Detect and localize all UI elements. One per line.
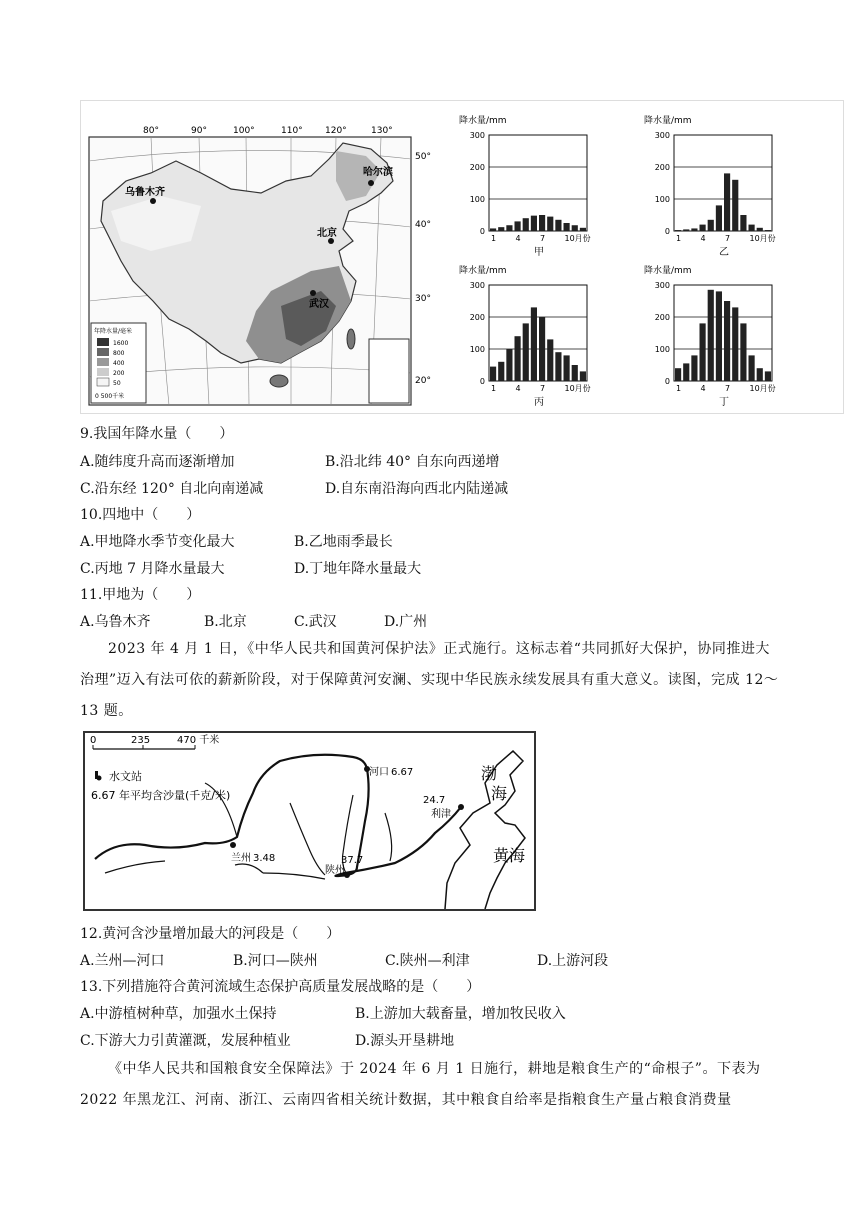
chart-ding-ytick: 300 — [654, 281, 670, 290]
q12-option-c[interactable]: C.陕州—利津 — [385, 953, 470, 969]
chart-jia-xtick: 4 — [515, 234, 521, 243]
q9-option-c[interactable]: C.沿东经 120° 自北向南递减 — [80, 481, 264, 497]
chart-jia-bar — [506, 225, 512, 231]
q11-stem: 11.甲地为（ ） — [80, 587, 201, 603]
yellow-river-figure — [83, 731, 536, 911]
station-labels — [231, 766, 451, 876]
q9-option-a[interactable]: A.随纬度升高而逐渐增加 — [80, 454, 235, 470]
chart-ding-ylabel: 降水量/mm — [644, 266, 692, 276]
q13-stem: 13.下列措施符合黄河流域生态保护高质量发展战略的是（ ） — [80, 979, 481, 995]
chart-ding-bar — [757, 368, 763, 381]
station-lijin-value: 24.7 — [423, 795, 446, 806]
chart-yi-ylabel: 降水量/mm — [644, 116, 692, 126]
scale-0: 0 — [90, 735, 97, 746]
chart-bing-xtick: 1 — [491, 384, 497, 393]
chart-yi-ytick: 300 — [654, 131, 670, 140]
chart-bing-xtick: 10月份 — [564, 384, 591, 393]
lon-120: 120° — [325, 126, 347, 136]
legend-label-2: 800 — [113, 350, 125, 357]
chart-jia-bar — [547, 217, 553, 231]
lat-40: 40° — [415, 220, 431, 230]
chart-yi-bar — [765, 230, 771, 231]
map-legend-title: 年降水量/毫米 — [94, 328, 133, 335]
chart-jia-bar — [580, 228, 586, 231]
chart-ding-bar — [716, 291, 722, 381]
harbin-dot — [368, 180, 374, 186]
chart-jia-bar — [539, 215, 545, 231]
legend-swatch-4 — [97, 368, 109, 376]
chart-bing-bar — [523, 323, 529, 381]
chart-bing-bar — [580, 371, 586, 381]
lat-20: 20° — [415, 376, 431, 386]
lon-130: 130° — [371, 126, 393, 136]
chart-jia-bar — [498, 227, 504, 231]
q13-option-b[interactable]: B.上游加大载畜量，增加牧民收入 — [355, 1006, 566, 1022]
q11-option-a[interactable]: A.乌鲁木齐 — [80, 614, 151, 630]
q10-stem: 10.四地中（ ） — [80, 507, 201, 523]
chart-jia-bar — [531, 216, 537, 231]
chart-bing-bar — [547, 339, 553, 381]
chart-jia-xtick: 1 — [491, 234, 497, 243]
chart-yi-bar — [675, 230, 681, 231]
q10-option-d[interactable]: D.丁地年降水量最大 — [294, 561, 422, 577]
chart-yi-bar — [683, 229, 689, 231]
longitude-labels — [143, 126, 393, 136]
station-hekou-value: 6.67 — [391, 767, 414, 778]
chart-yi-ytick: 200 — [654, 163, 670, 172]
chart-bing-ytick: 100 — [469, 345, 485, 354]
q11-option-c[interactable]: C.武汉 — [294, 614, 337, 630]
precipitation-figure-svg — [81, 101, 843, 413]
chart-jia-ytick: 200 — [469, 163, 485, 172]
city-beijing: 北京 — [317, 228, 337, 239]
chart-bing-ytick: 200 — [469, 313, 485, 322]
precipitation-charts — [459, 114, 776, 408]
chart-ding-bar — [700, 323, 706, 381]
sea-labels — [481, 764, 525, 865]
chart-jia-ytick: 0 — [479, 227, 485, 236]
chart-jia-xtick: 7 — [540, 234, 546, 243]
scale-bar — [90, 733, 219, 749]
chart-ding-name: 丁 — [719, 397, 729, 408]
scale-235: 235 — [131, 735, 151, 746]
chart-bing-bar — [572, 365, 578, 381]
chart-bing-bar — [498, 362, 504, 381]
q12-option-b[interactable]: B.河口—陕州 — [233, 953, 318, 969]
south-china-sea-inset — [369, 339, 409, 403]
chart-ding-xtick: 1 — [676, 384, 682, 393]
q12-option-d[interactable]: D.上游河段 — [537, 953, 609, 969]
legend-label-4: 200 — [113, 370, 125, 377]
station-lanzhou-value: 3.48 — [253, 853, 276, 864]
q13-option-a[interactable]: A.中游植树种草，加强水土保持 — [80, 1006, 277, 1022]
chart-bing-xtick: 7 — [540, 384, 546, 393]
sea-yellow-sea: 黄海 — [493, 846, 526, 865]
chart-jia-frame — [489, 135, 587, 231]
city-harbin: 哈尔滨 — [363, 167, 393, 178]
legend-label-1: 1600 — [113, 340, 129, 347]
chart-yi-name: 乙 — [719, 247, 729, 258]
chart-jia-ytick: 300 — [469, 131, 485, 140]
chart-yi-frame — [674, 135, 772, 231]
chart-ding-ytick: 200 — [654, 313, 670, 322]
chart-jia-bar — [523, 218, 529, 231]
chart-ding-bar — [732, 307, 738, 381]
passage-yellow-river-law: 2023 年 4 月 1 日，《中华人民共和国黄河保护法》正式施行。这标志着“共同抓好大保护，协同推进大治理”迈入有法可依的薪新阶段，对于保障黄河安澜、实现中华民族永续发展具有重大意义。读图，完成 12～13 题。 — [80, 641, 779, 719]
legend-swatch-3 — [97, 358, 109, 366]
chart-ding-bar — [765, 371, 771, 381]
city-urumqi: 乌鲁木齐 — [125, 187, 165, 198]
lon-80: 80° — [143, 126, 159, 136]
chart-yi-bar — [749, 225, 755, 231]
scale-470: 470 千米 — [177, 735, 220, 746]
station-lijin-dot — [458, 804, 464, 810]
hainan-island — [270, 375, 288, 387]
q10-option-a[interactable]: A.甲地降水季节变化最大 — [80, 534, 235, 550]
chart-bing-bar — [490, 367, 496, 381]
latitude-labels — [415, 152, 431, 386]
chart-ding-bar — [691, 355, 697, 381]
legend-swatch-2 — [97, 348, 109, 356]
q12-stem: 12.黄河含沙量增加最大的河段是（ ） — [80, 926, 341, 942]
station-lijin-name: 利津 — [431, 809, 451, 820]
chart-yi-bar — [700, 225, 706, 231]
lon-110: 110° — [281, 126, 303, 136]
legend-label-3: 400 — [113, 360, 125, 367]
chart-yi-ytick: 0 — [664, 227, 670, 236]
chart-bing-ytick: 0 — [479, 377, 485, 386]
q11-option-d[interactable]: D.广州 — [384, 614, 428, 630]
chart-ding-bar — [740, 323, 746, 381]
chart-bing-bar — [531, 307, 537, 381]
map-scale: 0 500千米 — [95, 393, 125, 400]
urumqi-dot — [150, 198, 156, 204]
chart-bing-ytick: 300 — [469, 281, 485, 290]
city-wuhan: 武汉 — [309, 299, 329, 310]
legend-station-label: 水文站 — [109, 770, 142, 783]
chart-jia-bar — [564, 223, 570, 231]
chart-ding-ytick: 0 — [664, 377, 670, 386]
chart-bing-bar — [539, 317, 545, 381]
chart-ding-bar — [675, 368, 681, 381]
chart-ding-xtick: 4 — [700, 384, 706, 393]
chart-yi-xtick: 10月份 — [749, 234, 776, 243]
chart-yi-xtick: 1 — [676, 234, 682, 243]
taiwan-island — [347, 329, 355, 349]
station-shanzhou-value: 37.7 — [341, 855, 364, 866]
chart-jia-bar — [572, 225, 578, 231]
q11-option-b[interactable]: B.北京 — [204, 614, 247, 630]
chart-bing-ylabel: 降水量/mm — [459, 266, 507, 276]
q13-option-c[interactable]: C.下游大力引黄灌溉，发展种植业 — [80, 1033, 291, 1049]
chart-yi-bar — [740, 215, 746, 231]
lon-100: 100° — [233, 126, 255, 136]
q9-stem: 9.我国年降水量（ ） — [80, 426, 234, 442]
chart-bing-bar — [506, 349, 512, 381]
chart-bing-bar — [515, 336, 521, 381]
chart-ding-bar — [724, 301, 730, 381]
station-lanzhou-dot — [230, 842, 236, 848]
chart-jia-bar — [490, 228, 496, 231]
legend-swatch-5 — [97, 378, 109, 386]
chart-bing-bar — [555, 352, 561, 381]
legend-label-5: 50 — [113, 380, 121, 387]
chart-ding-xtick: 10月份 — [749, 384, 776, 393]
chart-jia-bar — [515, 221, 521, 231]
precipitation-figure — [80, 100, 844, 414]
legend-swatch-1 — [97, 338, 109, 346]
q10-option-c[interactable]: C.丙地 7 月降水量最大 — [80, 561, 225, 577]
chart-bing-bar — [564, 355, 570, 381]
station-hekou-name: 河口 — [369, 767, 389, 778]
chart-jia-xtick: 10月份 — [564, 234, 591, 243]
q13-option-d[interactable]: D.源头开垦耕地 — [355, 1033, 455, 1049]
q9-option-b[interactable]: B.沿北纬 40° 自东向西递增 — [325, 454, 500, 470]
yellow-river-svg — [85, 733, 534, 909]
chart-jia-ylabel: 降水量/mm — [459, 116, 507, 126]
legend-value-label: 6.67 年平均含沙量(千克/米) — [91, 789, 231, 802]
q10-option-b[interactable]: B.乙地雨季最长 — [294, 534, 393, 550]
chart-jia-bar — [555, 220, 561, 231]
station-shanzhou-name: 陕州 — [325, 865, 345, 876]
chart-yi-bar — [757, 228, 763, 231]
chart-ding-bar — [708, 290, 714, 381]
sea-bohai-2: 海 — [491, 784, 508, 803]
q9-option-d[interactable]: D.自东南沿海向西北内陆递减 — [325, 481, 509, 497]
sea-bohai-1: 渤 — [481, 764, 498, 783]
chart-yi-ytick: 100 — [654, 195, 670, 204]
chart-jia-name: 甲 — [534, 247, 544, 258]
lon-90: 90° — [191, 126, 207, 136]
chart-yi-xtick: 7 — [725, 234, 731, 243]
chart-jia-ytick: 100 — [469, 195, 485, 204]
chart-bing-name: 丙 — [534, 397, 544, 408]
station-lanzhou-name: 兰州 — [231, 853, 251, 864]
chart-yi-bar — [724, 173, 730, 231]
chart-ding-xtick: 7 — [725, 384, 731, 393]
chart-ding-bar — [749, 355, 755, 381]
chart-yi-bar — [708, 220, 714, 231]
q12-option-a[interactable]: A.兰州—河口 — [80, 953, 165, 969]
chart-ding-bar — [683, 363, 689, 381]
wuhan-dot — [310, 290, 316, 296]
chart-yi-bar — [691, 228, 697, 231]
lat-30: 30° — [415, 294, 431, 304]
chart-yi-bar — [732, 180, 738, 231]
lat-50: 50° — [415, 152, 431, 162]
chart-yi-bar — [716, 205, 722, 231]
chart-bing-xtick: 4 — [515, 384, 521, 393]
passage-food-security-law: 《中华人民共和国粮食安全保障法》于 2024 年 6 月 1 日施行，耕地是粮食生产的“命根子”。下表为 2022 年黑龙江、河南、浙江、云南四省相关统计数据，其中粮食自给率是指粮食生产量占粮食消费量 — [80, 1061, 761, 1108]
chart-yi-xtick: 4 — [700, 234, 706, 243]
chart-ding-ytick: 100 — [654, 345, 670, 354]
